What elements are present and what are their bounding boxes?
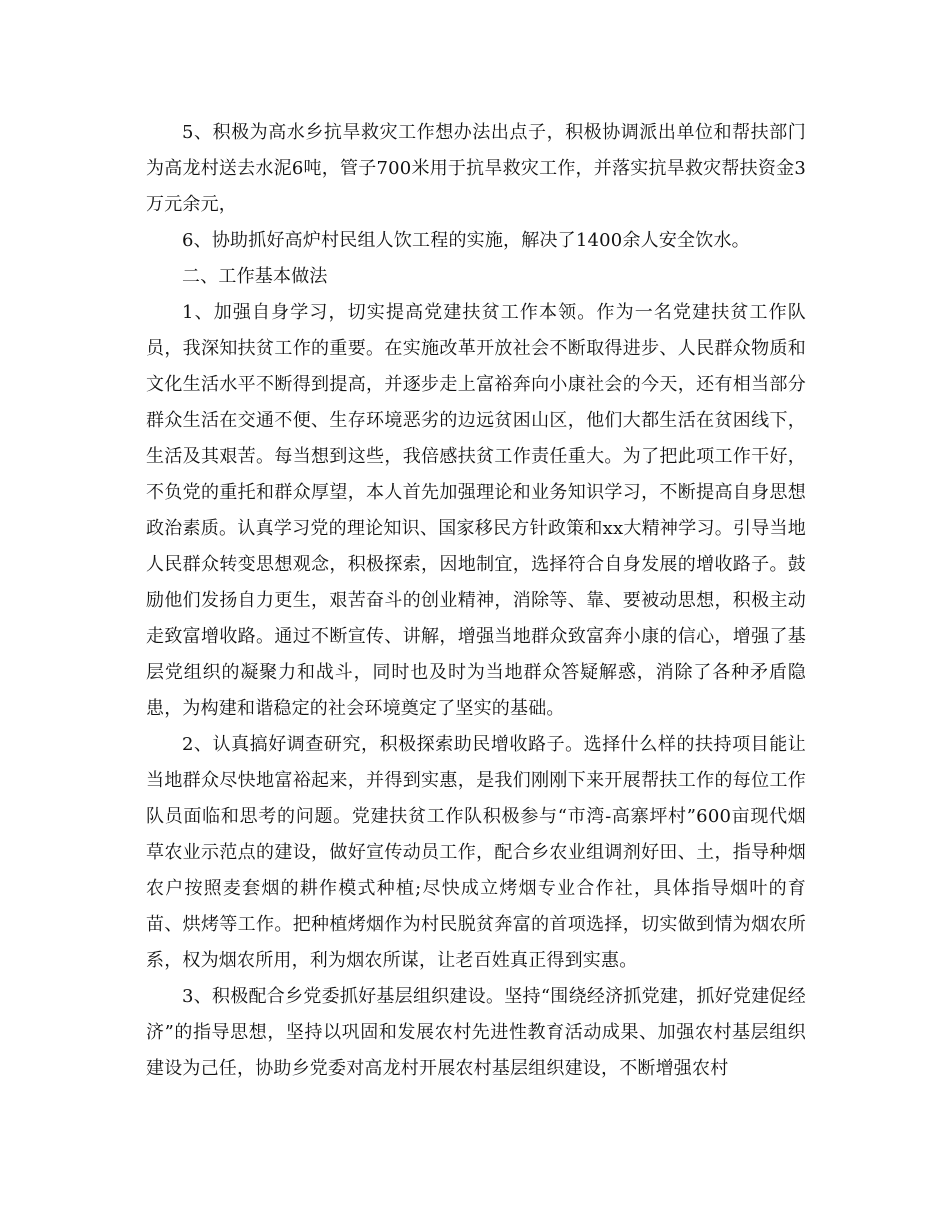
paragraph-item-6: 6、协助抓好高炉村民组人饮工程的实施，解决了1400余人安全饮水。 xyxy=(182,230,750,251)
paragraph-method-2: 2、认真搞好调查研究，积极探索助民增收路子。选择什么样的扶持项目能让当地群众尽快地富裕起来，并得到实惠，是我们刚刚下来开展帮扶工作的每位工作队员面临和思考的问题。党建扶贫工作队积极参与“市湾-高寨坪村”600亩现代烟草农业示范点的建设，做好宣传动员工作，配合乡农业组调剂好田、土，指导种烟农户按照麦套烟的耕作模式种植;尽快成立烤烟专业合作社，具体指导烟叶的育苗、烘烤等工作。把种植烤烟作为村民脱贫奔富的首项选择，切实做到情为烟农所系，权为烟农所用，利为烟农所谋，让老百姓真正得到实惠。 xyxy=(146,734,806,971)
section-heading: 二、工作基本做法 xyxy=(182,266,328,287)
paragraph-item-5: 5、积极为高水乡抗旱救灾工作想办法出点子，积极协调派出单位和帮扶部门为高龙村送去水泥6吨，管子700米用于抗旱救灾工作，并落实抗旱救灾帮扶资金3万元余元， xyxy=(146,122,806,215)
paragraph-method-3: 3、积极配合乡党委抓好基层组织建设。坚持“围绕经济抓党建，抓好党建促经济”的指导思想，坚持以巩固和发展农村先进性教育活动成果、加强农村基层组织建设为己任，协助乡党委对高龙村开展农村基层组织建设，不断增强农村 xyxy=(146,986,806,1079)
document-body xyxy=(146,115,806,1087)
paragraph-method-1: 1、加强自身学习，切实提高党建扶贫工作本领。作为一名党建扶贫工作队员，我深知扶贫工作的重要。在实施改革开放社会不断取得进步、人民群众物质和文化生活水平不断得到提高，并逐步走上富裕奔向小康社会的今天，还有相当部分群众生活在交通不便、生存环境恶劣的边远贫困山区，他们大都生活在贫困线下，生活及其艰苦。每当想到这些，我倍感扶贫工作责任重大。为了把此项工作干好，不负党的重托和群众厚望，本人首先加强理论和业务知识学习，不断提高自身思想政治素质。认真学习党的理论知识、国家移民方针政策和xx大精神学习。引导当地人民群众转变思想观念，积极探索，因地制宜，选择符合自身发展的增收路子。鼓励他们发扬自力更生，艰苦奋斗的创业精神，消除等、靠、要被动思想，积极主动走致富增收路。通过不断宣传、讲解，增强当地群众致富奔小康的信心，增强了基层党组织的凝聚力和战斗，同时也及时为当地群众答疑解惑，消除了各种矛盾隐患，为构建和谐稳定的社会环境奠定了坚实的基础。 xyxy=(146,302,806,719)
